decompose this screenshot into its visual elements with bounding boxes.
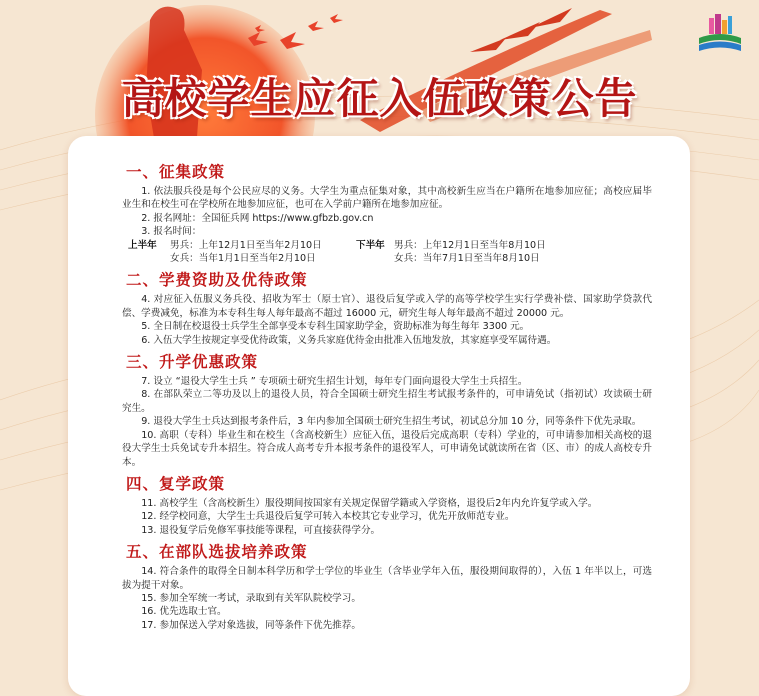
schedule-value: 女兵：当年7月1日至当年8月10日 xyxy=(394,253,540,265)
paragraph: 17. 参加保送入学对象选拔，同等条件下优先推荐。 xyxy=(141,619,361,631)
paragraph: 13. 退役复学后免修军事技能等课程，可直接获得学分。 xyxy=(141,524,381,536)
schedule-value: 男兵：上年12月1日至当年2月10日 xyxy=(170,239,322,251)
schedule-label: 下半年 xyxy=(356,239,385,251)
paragraph: 15. 参加全军统一考试，录取到有关军队院校学习。 xyxy=(141,592,361,604)
paragraph: 16. 优先选取士官。 xyxy=(141,606,227,618)
section-heading-4: 四、复学政策 xyxy=(126,474,226,493)
schedule-table xyxy=(128,239,652,266)
paragraph: 10. 高职（专科）毕业生和在校生（含高校新生）应征入伍，退役后完成高职（专科）学业的，可申请参加相关高校的退役大学生士兵免试专升本招生。符合成人高考专升本报考条件的退役军人，可申请免试就读所在省（区、市）的成人高校专升本。 xyxy=(122,429,652,468)
page-title: 高校学生应征入伍政策公告 xyxy=(121,74,638,123)
paragraph: 5. 全日制在校退役士兵学生全部享受本专科生国家助学金，资助标准为每生每年 3300 元。 xyxy=(141,321,530,333)
section-heading-5: 五、在部队选拔培养政策 xyxy=(126,543,308,562)
paragraph: 7. 设立 “退役大学生士兵 ” 专项硕士研究生招生计划，每年专门面向退役大学生士兵招生。 xyxy=(141,376,528,388)
paragraph: 11. 高校学生（含高校新生）服役期间按国家有关规定保留学籍或入学资格，退役后2年内允许复学或入学。 xyxy=(141,497,598,509)
section-heading-2: 二、学费资助及优待政策 xyxy=(126,271,308,290)
schedule-value: 男兵：上年12月1日至当年8月10日 xyxy=(394,239,546,251)
paragraph: 1. 依法服兵役是每个公民应尽的义务。大学生为重点征集对象，其中高校新生应当在户籍所在地参加应征；高校应届毕业生和在校生可在学校所在地参加应征，也可在入学前户籍所在地参加应征。 xyxy=(122,186,652,211)
section-heading-3: 三、升学优惠政策 xyxy=(126,353,259,372)
policy-content xyxy=(122,160,652,632)
paragraph: 6. 入伍大学生按规定享受优待政策，义务兵家庭优待金由批准入伍地发放，其家庭享受军属待遇。 xyxy=(141,334,557,346)
paragraph: 3. 报名时间： xyxy=(141,226,202,238)
section-heading-1: 一、征集政策 xyxy=(126,163,226,181)
paragraph: 8. 在部队荣立二等功及以上的退役人员，符合全国硕士研究生招生考试报考条件的，可申请免试（指初试）攻读硕士研究生。 xyxy=(122,389,652,414)
schedule-value: 女兵：当年1月1日至当年2月10日 xyxy=(170,253,316,265)
paragraph: 4. 对应征入伍服义务兵役、招收为军士（原士官）、退役后复学或入学的高等学校学生实行学费补偿、国家助学贷款代偿、学费减免，标准为本专科生每人每年最高不超过 16000 元，研究生每人每年最高不超过 20000 元。 xyxy=(122,294,652,319)
paragraph: 9. 退役大学生士兵达到报考条件后，3 年内参加全国硕士研究生招生考试，初试总分加 10 分，同等条件下优先录取。 xyxy=(141,416,642,428)
paragraph: 12. 经学校同意，大学生士兵退役后复学可转入本校其它专业学习，优先开放师范专业。 xyxy=(141,511,515,523)
paragraph: 2. 报名网址：全国征兵网 https://www.gfbzb.gov.cn xyxy=(141,212,374,224)
logo-icon xyxy=(697,14,743,54)
paragraph: 14. 符合条件的取得全日制本科学历和学士学位的毕业生（含毕业学年入伍，服役期间取得的），入伍 1 年半以上，可选拔为提干对象。 xyxy=(122,566,652,591)
schedule-label: 上半年 xyxy=(128,239,157,251)
